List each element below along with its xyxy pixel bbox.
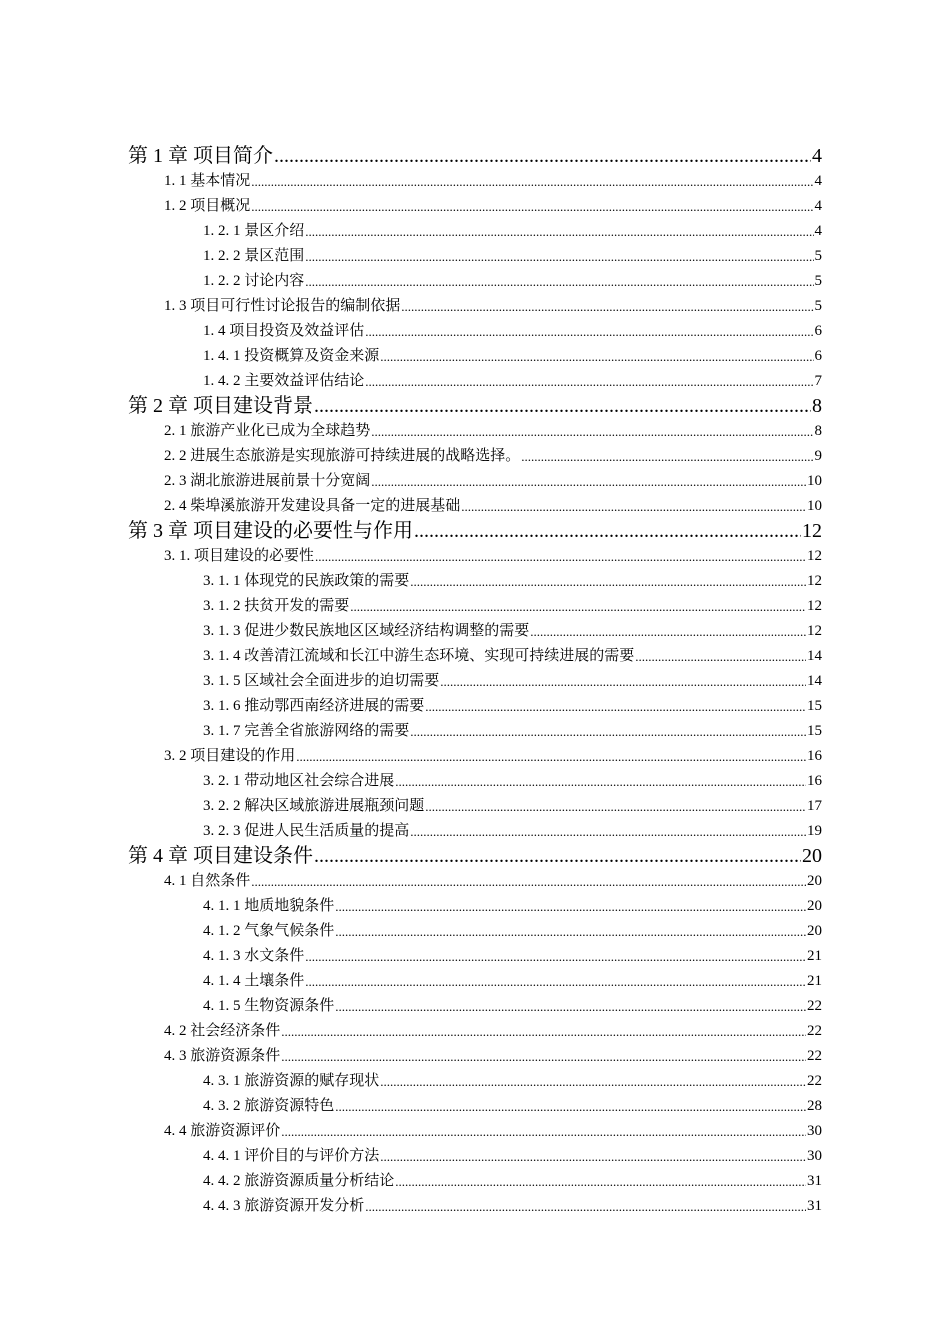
toc-dot-leader — [395, 769, 806, 794]
toc-dot-leader — [251, 194, 813, 219]
toc-dot-leader — [521, 444, 813, 469]
toc-entry-page-number: 14 — [807, 648, 822, 664]
toc-entry-label: 4. 1. 3 水文条件 — [203, 948, 305, 964]
toc-entry-label: 3. 2. 1 带动地区社会综合进展 — [203, 773, 395, 789]
toc-entry-label: 1. 2. 2 景区范围 — [203, 248, 305, 264]
toc-dot-leader — [305, 219, 813, 244]
toc-dot-leader — [410, 819, 806, 844]
toc-entry-page-number: 7 — [814, 373, 822, 389]
toc-dot-leader — [380, 1144, 806, 1169]
toc-subsection-entry[interactable] — [0, 769, 950, 794]
toc-dot-leader — [425, 794, 806, 819]
toc-subsection-entry[interactable] — [0, 894, 950, 919]
toc-entry-label: 3. 1. 3 促进少数民族地区区域经济结构调整的需要 — [203, 623, 530, 639]
toc-dot-leader — [401, 294, 813, 319]
toc-entry-page-number: 22 — [807, 998, 822, 1014]
toc-section-entry[interactable] — [0, 869, 950, 894]
toc-entry-page-number: 8 — [814, 423, 822, 439]
toc-section-entry[interactable] — [0, 1044, 950, 1069]
toc-subsection-entry[interactable] — [0, 969, 950, 994]
toc-dot-leader — [305, 244, 813, 269]
toc-entry-label: 3. 1. 7 完善全省旅游网络的需要 — [203, 723, 410, 739]
toc-entry-label: 2. 4 柴埠溪旅游开发建设具备一定的进展基础 — [164, 498, 461, 514]
toc-section-entry[interactable] — [0, 294, 950, 319]
toc-entry-label: 3. 1. 项目建设的必要性 — [164, 548, 315, 564]
toc-entry-label: 4. 3 旅游资源条件 — [164, 1048, 281, 1064]
toc-entry-page-number: 20 — [807, 898, 822, 914]
toc-subsection-entry[interactable] — [0, 369, 950, 394]
toc-subsection-entry[interactable] — [0, 594, 950, 619]
toc-entry-label: 2. 1 旅游产业化已成为全球趋势 — [164, 423, 371, 439]
toc-entry-label: 4. 1 自然条件 — [164, 873, 251, 889]
toc-subsection-entry[interactable] — [0, 244, 950, 269]
toc-entry-label: 2. 3 湖北旅游进展前景十分宽阔 — [164, 473, 371, 489]
toc-dot-leader — [365, 369, 813, 394]
toc-dot-leader — [335, 919, 806, 944]
toc-dot-leader — [296, 744, 806, 769]
toc-dot-leader — [314, 394, 811, 419]
toc-entry-label: 3. 2 项目建设的作用 — [164, 748, 296, 764]
toc-dot-leader — [281, 1119, 806, 1144]
toc-entry-label: 第 4 章 项目建设条件 — [128, 845, 313, 867]
toc-entry-page-number: 12 — [807, 598, 822, 614]
toc-entry-page-number: 31 — [807, 1198, 822, 1214]
toc-entry-label: 4. 4. 2 旅游资源质量分析结论 — [203, 1173, 395, 1189]
toc-section-entry[interactable] — [0, 744, 950, 769]
toc-subsection-entry[interactable] — [0, 1094, 950, 1119]
toc-dot-leader — [305, 969, 806, 994]
toc-entry-label: 1. 3 项目可行性讨论报告的编制依据 — [164, 298, 401, 314]
toc-entry-page-number: 28 — [807, 1098, 822, 1114]
toc-entry-label: 1. 1 基本情况 — [164, 173, 251, 189]
toc-dot-leader — [314, 844, 801, 869]
toc-entry-label: 4. 4. 1 评价目的与评价方法 — [203, 1148, 380, 1164]
toc-dot-leader — [251, 169, 813, 194]
toc-entry-page-number: 30 — [807, 1123, 822, 1139]
toc-entry-page-number: 5 — [814, 248, 822, 264]
toc-entry-label: 4. 1. 1 地质地貌条件 — [203, 898, 335, 914]
toc-subsection-entry[interactable] — [0, 819, 950, 844]
toc-entry-page-number: 19 — [807, 823, 822, 839]
toc-entry-page-number: 5 — [814, 298, 822, 314]
toc-entry-page-number: 12 — [807, 573, 822, 589]
toc-entry-page-number: 16 — [807, 748, 822, 764]
toc-entry-label: 第 2 章 项目建设背景 — [128, 395, 313, 417]
toc-dot-leader — [380, 1069, 806, 1094]
toc-subsection-entry[interactable] — [0, 694, 950, 719]
toc-entry-page-number: 20 — [802, 845, 822, 867]
toc-entry-label: 4. 1. 4 土壤条件 — [203, 973, 305, 989]
toc-entry-page-number: 12 — [807, 623, 822, 639]
toc-subsection-entry[interactable] — [0, 1069, 950, 1094]
toc-subsection-entry[interactable] — [0, 1194, 950, 1219]
toc-entry-label: 3. 1. 2 扶贫开发的需要 — [203, 598, 350, 614]
toc-dot-leader — [365, 1194, 806, 1219]
toc-subsection-entry[interactable] — [0, 1169, 950, 1194]
toc-subsection-entry[interactable] — [0, 794, 950, 819]
toc-dot-leader — [305, 269, 813, 294]
toc-entry-page-number: 12 — [802, 520, 822, 542]
toc-entry-page-number: 6 — [814, 348, 822, 364]
toc-entry-page-number: 4 — [814, 173, 822, 189]
toc-dot-leader — [315, 544, 806, 569]
toc-subsection-entry[interactable] — [0, 719, 950, 744]
toc-entry-page-number: 30 — [807, 1148, 822, 1164]
toc-entry-label: 4. 3. 1 旅游资源的赋存现状 — [203, 1073, 380, 1089]
toc-section-entry[interactable] — [0, 1019, 950, 1044]
toc-entry-page-number: 15 — [807, 723, 822, 739]
toc-section-entry[interactable] — [0, 419, 950, 444]
toc-entry-label: 4. 4. 3 旅游资源开发分析 — [203, 1198, 365, 1214]
toc-entry-page-number: 22 — [807, 1073, 822, 1089]
toc-dot-leader — [425, 694, 806, 719]
toc-entry-page-number: 22 — [807, 1023, 822, 1039]
toc-subsection-entry[interactable] — [0, 644, 950, 669]
toc-entry-page-number: 6 — [814, 323, 822, 339]
toc-entry-label: 1. 4. 1 投资概算及资金来源 — [203, 348, 380, 364]
toc-chapter-entry[interactable] — [0, 144, 950, 169]
toc-dot-leader — [305, 944, 806, 969]
toc-subsection-entry[interactable] — [0, 319, 950, 344]
toc-dot-leader — [335, 994, 806, 1019]
toc-entry-page-number: 10 — [807, 473, 822, 489]
toc-dot-leader — [365, 319, 813, 344]
toc-entry-label: 1. 2. 1 景区介绍 — [203, 223, 305, 239]
toc-entry-label: 2. 2 进展生态旅游是实现旅游可持续进展的战略选择。 — [164, 448, 521, 464]
toc-dot-leader — [371, 419, 813, 444]
toc-subsection-entry[interactable] — [0, 219, 950, 244]
toc-dot-leader — [410, 569, 806, 594]
toc-entry-page-number: 21 — [807, 948, 822, 964]
toc-entry-label: 1. 2. 2 讨论内容 — [203, 273, 305, 289]
toc-entry-label: 4. 2 社会经济条件 — [164, 1023, 281, 1039]
toc-subsection-entry[interactable] — [0, 994, 950, 1019]
toc-entry-label: 4. 1. 2 气象气候条件 — [203, 923, 335, 939]
toc-entry-page-number: 4 — [814, 223, 822, 239]
toc-entry-label: 3. 1. 6 推动鄂西南经济进展的需要 — [203, 698, 425, 714]
toc-dot-leader — [414, 519, 801, 544]
toc-section-entry[interactable] — [0, 544, 950, 569]
toc-chapter-entry[interactable] — [0, 394, 950, 419]
toc-entry-label: 第 3 章 项目建设的必要性与作用 — [128, 520, 413, 542]
toc-entry-page-number: 17 — [807, 798, 822, 814]
toc-dot-leader — [335, 1094, 806, 1119]
toc-section-entry[interactable] — [0, 444, 950, 469]
toc-entry-page-number: 5 — [814, 273, 822, 289]
toc-entry-page-number: 20 — [807, 873, 822, 889]
toc-dot-leader — [440, 669, 806, 694]
toc-entry-page-number: 12 — [807, 548, 822, 564]
toc-subsection-entry[interactable] — [0, 619, 950, 644]
toc-chapter-entry[interactable] — [0, 519, 950, 544]
table-of-contents — [0, 144, 950, 1219]
toc-entry-label: 第 1 章 项目简介 — [128, 145, 273, 167]
toc-dot-leader — [395, 1169, 806, 1194]
toc-entry-page-number: 22 — [807, 1048, 822, 1064]
toc-entry-page-number: 4 — [812, 145, 822, 167]
toc-entry-label: 3. 2. 3 促进人民生活质量的提高 — [203, 823, 410, 839]
toc-subsection-entry[interactable] — [0, 944, 950, 969]
toc-section-entry[interactable] — [0, 169, 950, 194]
toc-section-entry[interactable] — [0, 469, 950, 494]
toc-dot-leader — [461, 494, 806, 519]
toc-subsection-entry[interactable] — [0, 569, 950, 594]
toc-dot-leader — [251, 869, 806, 894]
toc-entry-page-number: 16 — [807, 773, 822, 789]
toc-entry-page-number: 9 — [814, 448, 822, 464]
toc-entry-label: 4. 1. 5 生物资源条件 — [203, 998, 335, 1014]
toc-entry-label: 1. 2 项目概况 — [164, 198, 251, 214]
toc-entry-page-number: 10 — [807, 498, 822, 514]
toc-dot-leader — [380, 344, 813, 369]
toc-entry-label: 4. 4 旅游资源评价 — [164, 1123, 281, 1139]
toc-subsection-entry[interactable] — [0, 344, 950, 369]
toc-section-entry[interactable] — [0, 1119, 950, 1144]
toc-section-entry[interactable] — [0, 494, 950, 519]
toc-subsection-entry[interactable] — [0, 269, 950, 294]
toc-entry-label: 3. 2. 2 解决区域旅游进展瓶颈问题 — [203, 798, 425, 814]
toc-entry-label: 3. 1. 5 区域社会全面进步的迫切需要 — [203, 673, 440, 689]
toc-entry-label: 1. 4 项目投资及效益评估 — [203, 323, 365, 339]
toc-entry-label: 4. 3. 2 旅游资源特色 — [203, 1098, 335, 1114]
toc-entry-page-number: 8 — [812, 395, 822, 417]
toc-dot-leader — [281, 1019, 806, 1044]
toc-entry-page-number: 14 — [807, 673, 822, 689]
toc-dot-leader — [371, 469, 806, 494]
toc-subsection-entry[interactable] — [0, 669, 950, 694]
toc-dot-leader — [530, 619, 806, 644]
toc-dot-leader — [281, 1044, 806, 1069]
toc-entry-page-number: 21 — [807, 973, 822, 989]
toc-dot-leader — [274, 144, 811, 169]
toc-chapter-entry[interactable] — [0, 844, 950, 869]
toc-dot-leader — [350, 594, 806, 619]
toc-subsection-entry[interactable] — [0, 1144, 950, 1169]
toc-entry-label: 3. 1. 1 体现党的民族政策的需要 — [203, 573, 410, 589]
toc-entry-page-number: 31 — [807, 1173, 822, 1189]
toc-dot-leader — [635, 644, 806, 669]
toc-entry-page-number: 15 — [807, 698, 822, 714]
toc-section-entry[interactable] — [0, 194, 950, 219]
toc-entry-page-number: 4 — [814, 198, 822, 214]
toc-entry-page-number: 20 — [807, 923, 822, 939]
toc-dot-leader — [335, 894, 806, 919]
toc-entry-label: 1. 4. 2 主要效益评估结论 — [203, 373, 365, 389]
toc-dot-leader — [410, 719, 806, 744]
toc-entry-label: 3. 1. 4 改善清江流域和长江中游生态环境、实现可持续进展的需要 — [203, 648, 635, 664]
toc-subsection-entry[interactable] — [0, 919, 950, 944]
